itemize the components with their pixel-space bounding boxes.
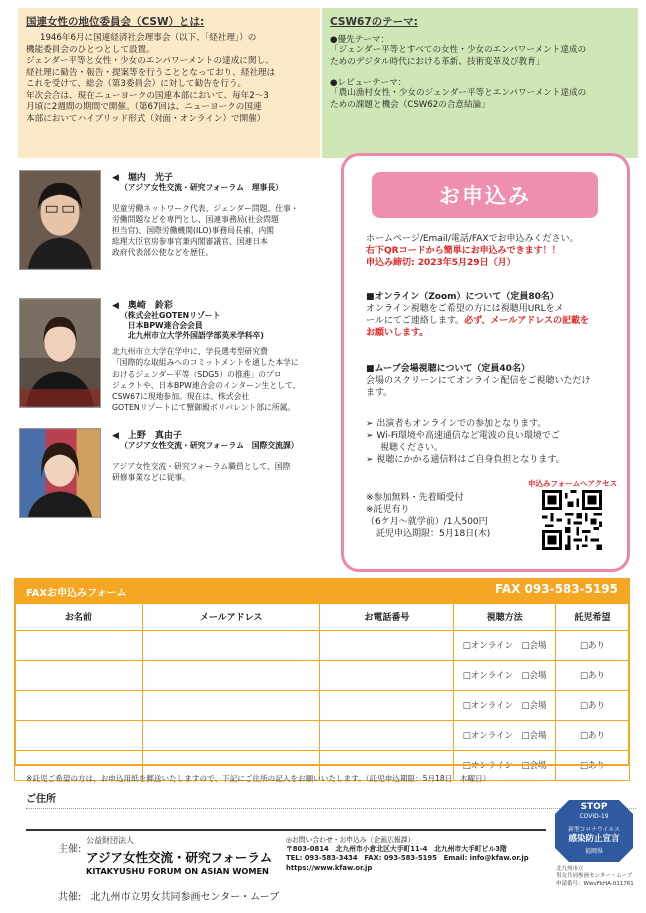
bio-line: アジア女性交流・研究フォーラム職員として、国際 (112, 462, 291, 472)
csw-line: 年次会合は、現在ニューヨークの国連本部において、毎年2～3 (26, 90, 269, 101)
fax-form-table (14, 604, 630, 781)
csw-line: 経社理に勧告・報告・提案等を行うこととなっており、経社理は (26, 67, 276, 78)
phone-cell[interactable] (320, 630, 454, 660)
bio-line: CSW67に現地参加。現在は、株式会社 (112, 391, 250, 401)
fax-form-title: FAXお申込みフォーム (26, 588, 127, 599)
csw-line: 1946年6月に国連経済社会理事会（以下、「経社理」）の (40, 33, 257, 43)
online-text: ールにてご連絡します。 (366, 316, 465, 327)
venue-text: 会場のスクリーンにてオンライン配信をご視聴いただけ (366, 376, 591, 387)
theme-line: ためのデジタル時代における革新、技術変革及び教育」 (330, 56, 545, 67)
phone-cell[interactable] (320, 720, 454, 750)
childcare-cell[interactable]: □あり (556, 630, 630, 660)
speaker-affiliation (112, 441, 338, 451)
contact-phone-email: TEL: 093-583-3434 FAX: 093-583-5195 Email: info@kfaw.or.jp (286, 854, 529, 863)
organizer-name-en: KITAKYUSHU FORUM ON ASIAN WOMEN (86, 866, 269, 876)
childcare-footnote: ※託児ご希望の方は、お申込用紙を郵送いたしますので、下記にご住所の記入をお願いいたします。（託児申込期限：5月18日 木曜日） (26, 774, 491, 783)
online-text: オンライン視聴をご希望の方には視聴用URLをメ (366, 304, 564, 315)
childcare-cell[interactable]: □あり (556, 720, 630, 750)
cohost-info (58, 888, 279, 903)
deadline-text: 申込み締切: 2023年5月29日（月） (366, 258, 516, 269)
contact-address: 〒803-0814 北九州市小倉北区大手町11-4 北九州市大手町ビル3階 (286, 845, 507, 854)
note-text: Wi-Fi環境や高速通信など電波の良い環境でご (376, 431, 560, 442)
bio-line: ジェクトや、日本BPW連合会のインターン生として、 (112, 380, 301, 390)
speaker-name: ◀ 堀内 光子 (112, 173, 173, 183)
csw-info-box (18, 8, 320, 158)
contact-heading: ◎お問い合わせ・お申込み（企画広報課） (286, 836, 415, 844)
theme-line: ための課題と機会（CSW62の合意結論」 (330, 99, 490, 110)
priority-theme-head: ●優先テーマ： (330, 35, 390, 45)
method-cell[interactable]: □オンライン □会場 (454, 720, 556, 750)
col-email: メールアドレス (142, 604, 320, 630)
venue-section (366, 363, 624, 399)
cohost-name: 北九州市立男女共同参画センター・ムーブ (90, 892, 280, 903)
bio-line: 総理大臣官房参事官兼内閣審議官、国連日本 (112, 237, 268, 247)
theme-line: 「農山漁村女性・少女のジェンダー平等とエンパワーメント達成の (330, 88, 587, 99)
affiliation-line: （アジア女性交流・研究フォーラム 国際交流課） (120, 441, 299, 450)
name-cell[interactable] (15, 660, 143, 690)
csw67-theme-box (322, 8, 638, 158)
email-cell[interactable] (142, 660, 320, 690)
speaker-ueno (112, 428, 338, 483)
bio-line: GOTENリゾートにて蟹御殿ボリバレント部に所属。 (112, 402, 296, 412)
method-cell[interactable]: □オンライン □会場 (454, 630, 556, 660)
speaker-photo-ueno (19, 428, 101, 518)
footer-divider (26, 829, 546, 831)
badge-covid: COVID-19 (579, 813, 609, 820)
childcare-text: （6ケ月～就学前）/1人500円 (366, 517, 488, 528)
address-field[interactable] (26, 808, 636, 809)
bio-line: 労働問題などを専門とし、国連事務局(社会問題 (112, 215, 279, 225)
qr-promo-text: 右下QRコードから簡単にお申込みできます！！ (366, 246, 561, 257)
table-row (15, 660, 630, 690)
name-cell[interactable] (15, 690, 143, 720)
speaker-bio (112, 346, 338, 412)
speaker-bio (112, 461, 338, 483)
speaker-affiliation (112, 311, 338, 341)
childcare-cell[interactable]: □あり (556, 660, 630, 690)
badge-city: 福岡県 (584, 848, 603, 855)
method-cell[interactable]: □オンライン □会場 (454, 690, 556, 720)
bio-line: 担当官)、国際労働機関(ILO)事務局長補、内閣 (112, 226, 274, 236)
organizer-label: 主催: (58, 844, 82, 855)
name-cell[interactable] (15, 630, 143, 660)
fee-childcare-section (366, 492, 541, 540)
table-row (15, 720, 630, 750)
bio-line: 政府代表部公使などを歴任。 (112, 248, 214, 258)
affiliation-line: （アジア女性交流・研究フォーラム 理事長） (120, 183, 283, 192)
affiliation-line: 北九州市立大学外国語学部英米学科卒) (120, 331, 264, 341)
csw-line: これを受けて、総会（第3委員会）に対して勧告を行う。 (26, 79, 247, 90)
affiliation-line: （株式会社GOTENリゾート (120, 311, 221, 320)
badge-sub: 新型コロナウイルス (568, 827, 620, 833)
csw-line: 月頃に2週間の期間で開催。（第67回は、ニューヨークの国連 (26, 102, 262, 113)
email-cell[interactable] (142, 690, 320, 720)
badge-main: 感染防止宣言 (568, 834, 620, 844)
covid-declaration-badge (555, 800, 633, 862)
note-item: ➢ 出演者もオンラインでの参加となります。 (366, 419, 547, 429)
csw-line: 機能委員会のひとつとして設置。 (26, 44, 155, 55)
review-theme-head: ●レビューテーマ： (330, 78, 407, 89)
org-small-label: 公益財団法人 (86, 836, 134, 845)
cohost-label: 共催: (58, 892, 82, 903)
note-item: ➢ Wi-Fi環境や高速通信など電波の良い環境でご (366, 431, 560, 442)
csw-body (26, 33, 312, 125)
note-item (366, 442, 624, 454)
fee-text: ※参加無料・先着順受付 (366, 493, 464, 503)
bio-line: 北九州市立大学在学中に、学長選考型研究費 (112, 347, 268, 357)
reg-line: 申請番号：WwvFkHA-011761 (556, 880, 634, 887)
childcare-text: ※託児有り (366, 505, 410, 516)
csw-line: ジェンダー平等と女性・少女のエンパワーメントの達成に関し、 (26, 56, 274, 67)
apply-line: ホームページ/Email/電話/FAXでお申込みください。 (366, 234, 579, 244)
email-required-note: 必ず、メールアドレスの記載を (464, 316, 589, 327)
note-text: 出演者もオンラインでの参加となります。 (376, 419, 547, 429)
bio-line: 「国際的な取組みへのコミットメントを通した本学に (112, 358, 299, 368)
affiliation-line: 日本BPW連合会会員 (120, 321, 203, 331)
speaker-photo-horiuchi (19, 170, 101, 270)
venue-heading: ■ムーブ会場視聴について（定員40名） (366, 364, 530, 374)
qr-label: 申込みフォームへアクセス (528, 479, 618, 488)
priority-theme-text (330, 45, 630, 68)
bio-line: 児童労働ネットワーク代表、ジェンダー問題、仕事・ (112, 204, 299, 214)
note-text: 視聴にかかる通信料はご自身負担となります。 (376, 455, 565, 466)
contact-info (286, 836, 556, 873)
speaker-affiliation (112, 183, 338, 193)
notes-section (366, 418, 624, 466)
table-header-row (15, 604, 630, 630)
childcare-cell[interactable]: □あり (556, 690, 630, 720)
childcare-cell[interactable]: □あり (556, 750, 630, 780)
speaker-name: ◀ 奥崎 鈴彩 (112, 301, 173, 311)
organizer-name: アジア女性交流・研究フォーラム (86, 850, 273, 865)
online-section (366, 291, 624, 339)
phone-cell[interactable] (320, 660, 454, 690)
review-theme-text (330, 88, 630, 111)
col-name: お名前 (15, 604, 143, 630)
note-item: ➢ 視聴にかかる通信料はご自身負担となります。 (366, 455, 565, 466)
col-childcare: 託児希望 (556, 604, 630, 630)
name-cell[interactable] (15, 720, 143, 750)
application-intro (366, 233, 624, 269)
theme-line: 「ジェンダー平等とすべての女性・少女のエンパワーメント達成の (330, 45, 587, 55)
qr-code-icon[interactable] (542, 490, 602, 550)
childcare-deadline: 託児申込期限：5月18日(木) (376, 529, 491, 540)
csw67-title: CSW67のテーマ: (330, 16, 418, 28)
speaker-photo-okuzaki (19, 298, 101, 408)
method-cell[interactable]: □オンライン □会場 (454, 660, 556, 690)
online-heading: ■オンライン（Zoom）について（定員80名） (366, 292, 559, 302)
note-text: 視聴ください。 (380, 443, 444, 454)
speaker-horiuchi (112, 170, 338, 258)
csw-title: 国連女性の地位委員会（CSW）とは: (26, 16, 205, 28)
fax-form-header (14, 578, 630, 604)
csw-line: 本部においてハイブリッド形式（対面・オンライン）で開催） (26, 113, 266, 124)
email-cell[interactable] (142, 630, 320, 660)
registration-info (556, 866, 634, 888)
col-phone: お電話番号 (320, 604, 454, 630)
speaker-okuzaki (112, 298, 338, 413)
bio-line: おけるジェンダー平等（SDG5）の推進」のプロ (112, 369, 282, 379)
application-title: お申込み (372, 172, 598, 218)
bio-line: 研修事業などに従事。 (112, 473, 190, 483)
venue-text: ます。 (366, 388, 393, 399)
contact-website[interactable]: https://www.kfaw.or.jp (286, 863, 373, 872)
method-cell[interactable]: □オンライン □会場 (454, 750, 556, 780)
speaker-bio (112, 203, 338, 258)
col-method: 視聴方法 (454, 604, 556, 630)
email-required-note: お願いします。 (366, 328, 429, 339)
address-label: ご住所 (26, 794, 56, 805)
email-cell[interactable] (142, 720, 320, 750)
badge-stop: STOP (580, 802, 608, 812)
fax-number: FAX 093-583-5195 (495, 582, 618, 596)
speaker-name: ◀ 上野 真由子 (112, 431, 182, 441)
table-row (15, 630, 630, 660)
reg-line: 男女共同参画センター・ムーブ (556, 873, 633, 880)
reg-line: 北九州市立 (556, 866, 584, 872)
phone-cell[interactable] (320, 690, 454, 720)
table-row (15, 690, 630, 720)
